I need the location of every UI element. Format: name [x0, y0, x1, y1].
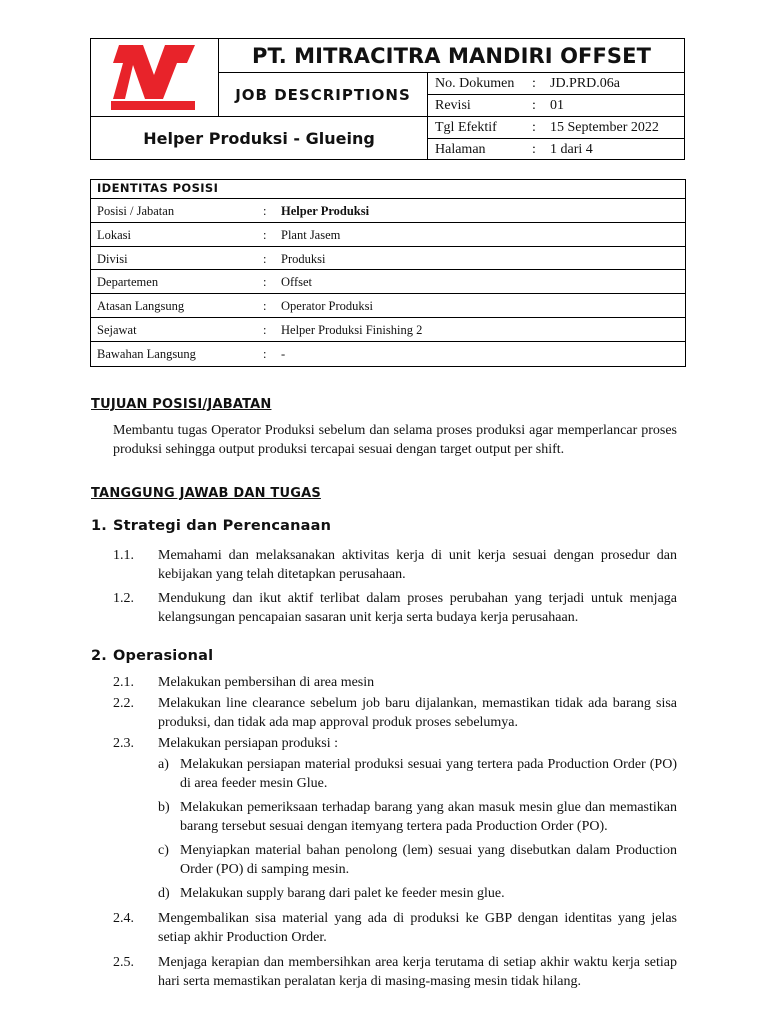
row-sep: :: [263, 251, 267, 266]
meta-sep: :: [532, 76, 536, 91]
meta-sep: :: [532, 98, 536, 113]
sub-item-text: Melakukan supply barang dari palet ke feeder mesin glue.: [180, 886, 505, 901]
meta-row: [428, 117, 684, 139]
tanggung-jawab-heading: TANGGUNG JAWAB DAN TUGAS: [91, 486, 321, 501]
sub-item-letter: a): [158, 757, 169, 772]
row-sep: :: [263, 204, 267, 218]
meta-sep: :: [532, 120, 536, 135]
tujuan-text: Membantu tugas Operator Produksi sebelum dan selama proses produksi agar memperlancar proses produksi sehingga output produksi tercapai sesuai dengan target output per shift.: [113, 423, 677, 457]
meta-sep: :: [532, 142, 536, 157]
row-value: Offset: [281, 275, 313, 290]
row-key: Posisi / Jabatan: [97, 204, 175, 218]
meta-key: Halaman: [435, 142, 486, 157]
identitas-table: [90, 179, 686, 367]
item-text: Melakukan persiapan produksi :: [158, 736, 339, 751]
document-type: JOB DESCRIPTIONS: [219, 73, 428, 117]
item-number: 2.5.: [113, 955, 134, 970]
item-number: 2.1.: [113, 675, 134, 690]
section-title: Strategi dan Perencanaan: [113, 518, 332, 534]
row-value: -: [281, 346, 286, 361]
meta-key: Tgl Efektif: [435, 120, 497, 135]
item-text: Mengembalikan sisa material yang ada di produksi ke GBP dengan identitas yang jelas setiap akhir Production Order.: [158, 911, 677, 945]
item-number: 2.2.: [113, 696, 134, 711]
table-row: [91, 342, 685, 366]
row-sep: :: [263, 299, 267, 314]
row-key: Departemen: [97, 275, 159, 290]
section-title: Operasional: [113, 648, 214, 664]
mitracitra-logo-icon: [91, 39, 217, 115]
item-number: 2.4.: [113, 911, 134, 926]
row-value: Operator Produksi: [281, 299, 373, 314]
sub-item-text: Melakukan pemeriksaan terhadap barang yang akan masuk mesin glue dan memastikan barang tersebut sesuai dengan itemyang tertera pada Production Order (PO).: [180, 800, 677, 834]
meta-row: [428, 139, 684, 160]
meta-value: 01: [550, 98, 564, 113]
meta-row: [428, 73, 684, 95]
document-header: [90, 38, 685, 160]
row-key: Atasan Langsung: [97, 299, 185, 314]
meta-row: [428, 95, 684, 117]
table-row: [91, 270, 685, 294]
sub-item-letter: b): [158, 800, 170, 815]
row-value: Helper Produksi Finishing 2: [281, 322, 423, 337]
position-title: Helper Produksi - Glueing: [91, 117, 428, 159]
table-row: [91, 223, 685, 247]
item-text: Melakukan line clearance sebelum job baru dijalankan, memastikan tidak ada barang sisa produksi, dan tidak ada map approval produk proses sebelumya.: [158, 696, 677, 730]
section-heading-strategi: [91, 518, 331, 534]
item-number: 1.1.: [113, 548, 134, 563]
item-number: 2.3.: [113, 736, 134, 751]
sub-item-letter: c): [158, 843, 169, 858]
row-sep: :: [263, 275, 267, 290]
item-text: Mendukung dan ikut aktif terlibat dalam proses perubahan yang terjadi untuk menjaga kelangsungan pencapaian sasaran unit kerja serta budaya kerja perusahaan.: [158, 591, 677, 625]
row-key: Divisi: [97, 251, 128, 266]
identitas-title: IDENTITAS POSISI: [91, 180, 685, 199]
sub-item-text: Melakukan persiapan material produksi sesuai yang tertera pada Production Order (PO) di area feeder mesin Glue.: [180, 757, 677, 791]
meta-value: JD.PRD.06a: [550, 76, 621, 91]
sub-item-letter: d): [158, 886, 170, 901]
document-meta: [428, 73, 684, 159]
item-number: 1.2.: [113, 591, 134, 606]
meta-value: 1 dari 4: [550, 142, 593, 157]
row-value: Plant Jasem: [281, 227, 341, 242]
section-number: 2.: [91, 648, 107, 664]
section-heading-operasional: [91, 648, 213, 664]
meta-value: 15 September 2022: [550, 120, 659, 135]
table-row: [91, 199, 685, 223]
sub-item-text: Menyiapkan material bahan penolong (lem) sesuai yang disebutkan dalam Production Order (PO) di samping mesin.: [180, 843, 677, 877]
item-text: Melakukan pembersihan di area mesin: [158, 675, 375, 690]
item-text: Menjaga kerapian dan membersihkan area kerja terutama di setiap akhir waktu kerja setiap hari serta memastikan peralatan kerja di masing-masing mesin tidak hilang.: [158, 955, 677, 989]
row-value: Produksi: [281, 251, 326, 266]
row-value: Helper Produksi: [281, 204, 370, 218]
meta-key: Revisi: [435, 98, 471, 113]
company-name: PT. MITRACITRA MANDIRI OFFSET: [219, 39, 684, 73]
item-text: Memahami dan melaksanakan aktivitas kerja di unit kerja sesuai dengan prosedur dan kebijakan yang telah ditetapkan perusahaan.: [158, 548, 677, 582]
tujuan-heading: TUJUAN POSISI/JABATAN: [91, 397, 272, 412]
row-sep: :: [263, 227, 267, 242]
row-key: Sejawat: [97, 322, 137, 337]
table-row: [91, 318, 685, 342]
meta-key: No. Dokumen: [435, 76, 515, 91]
row-key: Lokasi: [97, 227, 132, 242]
table-row: [91, 294, 685, 318]
company-logo: [91, 39, 219, 117]
row-sep: :: [263, 346, 267, 361]
table-row: [91, 247, 685, 271]
section-number: 1.: [91, 518, 107, 534]
row-key: Bawahan Langsung: [97, 346, 196, 361]
row-sep: :: [263, 322, 267, 337]
